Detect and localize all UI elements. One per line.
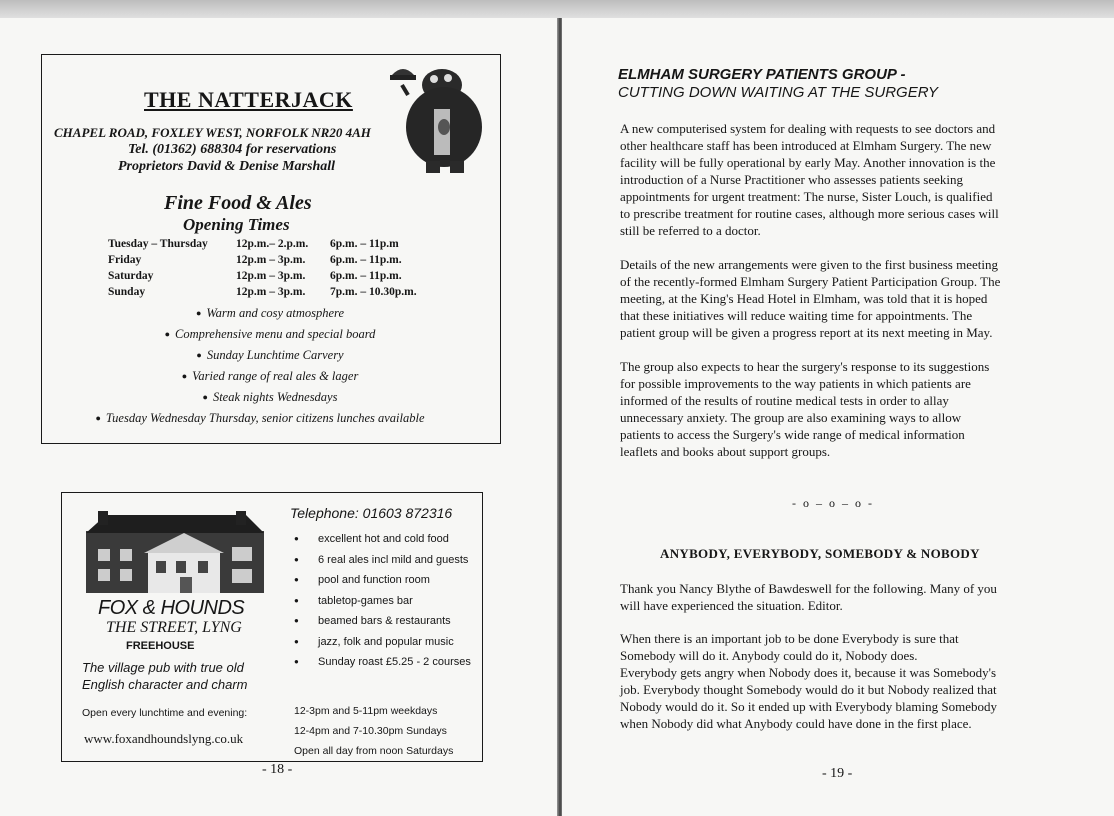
bullet-icon: ● [95, 413, 101, 423]
bullet-icon: ● [195, 308, 202, 318]
natterjack-hours-table [108, 236, 417, 300]
bullet-icon: ● [202, 392, 208, 402]
fox-hounds-telephone: Telephone: 01603 872316 [290, 505, 453, 521]
hours-lunch: 12p.m – 3p.m. [236, 286, 306, 298]
list-item: 12-4pm and 7-10.30pm Sundays [294, 725, 447, 737]
bullet-icon: ● [294, 595, 299, 605]
hours-evening: 6p.m. – 11p.m [330, 238, 399, 250]
article-paragraph: A new computerised system for dealing with requests to see doctors and other healthcare staff has been introduced at Elmham Surgery. The new facility will be fully operational by early May. Another innovation is the introduction of a Nurse Practitioner who assesses patients seeking appointments for urgent treatment: The nurse, Sister Louch, is qualified to prescribe treatment for routine cases, although more serious cases will still be referred to a doctor. [620, 121, 999, 238]
list-item: ● tabletop-games bar [294, 591, 471, 612]
scanner-top-edge [0, 0, 1114, 20]
hours-evening: 6p.m. – 11p.m. [330, 270, 402, 282]
list-item: Open all day from noon Saturdays [294, 745, 454, 757]
natterjack-proprietors: Proprietors David & Denise Marshall [118, 159, 336, 174]
natterjack-advert [41, 54, 501, 444]
list-item: ● Varied range of real ales & lager [181, 369, 359, 383]
hours-evening: 6p.m. – 11p.m. [330, 254, 402, 266]
page-number: - 18 - [262, 762, 293, 777]
section-heading: ANYBODY, EVERYBODY, SOMEBODY & NOBODY [660, 546, 980, 561]
hours-row [108, 252, 417, 268]
fox-hounds-tagline: The village pub with true old English character and charm [82, 660, 248, 692]
bullet-icon: ● [164, 329, 170, 339]
fox-hounds-name: FOX & HOUNDS [98, 597, 245, 619]
list-item: 12-3pm and 5-11pm weekdays [294, 705, 438, 717]
hours-row [108, 236, 417, 252]
list-item: ● Tuesday Wednesday Thursday, senior citizens lunches available [95, 411, 425, 425]
bullet-icon: ● [294, 575, 299, 584]
hours-lunch: 12p.m – 3p.m. [236, 254, 306, 266]
list-item: ● Warm and cosy atmosphere [195, 306, 345, 320]
hours-row [108, 268, 417, 284]
natterjack-telephone: Tel. (01362) 688304 for reservations [128, 142, 337, 157]
hours-lunch: 12p.m.– 2.p.m. [236, 238, 309, 250]
left-page [0, 18, 558, 816]
fox-hounds-street: THE STREET, LYNG [106, 619, 242, 636]
pub-building-illustration [86, 511, 264, 593]
fox-hounds-open-note: Open every lunchtime and evening: [82, 707, 248, 719]
list-item: ● beamed bars & restaurants [294, 611, 471, 632]
article-heading: ELMHAM SURGERY PATIENTS GROUP - [618, 66, 906, 83]
natterjack-features-list [42, 303, 498, 429]
list-item: ● jazz, folk and popular music [294, 632, 471, 653]
natterjack-fine-food: Fine Food & Ales [164, 192, 312, 214]
list-item: ● Sunday roast £5.25 - 2 courses [294, 652, 471, 673]
fox-hounds-features-list [294, 529, 471, 673]
hours-day: Sunday [108, 286, 146, 298]
fox-hounds-website: www.foxandhoundslyng.co.uk [84, 731, 244, 746]
page-number: - 19 - [822, 766, 853, 781]
article-paragraph: Details of the new arrangements were given to the first business meeting of the recently-formed Elmham Surgery Patient Participation Group. The meeting, at the King's Head Hotel in Elmham, was told that it is hoped that these initiatives will reduce waiting time for appointments. The patient group will be given a progress report at its next meeting in May. [620, 257, 1001, 340]
list-item: ● 6 real ales incl mild and guests [294, 550, 471, 571]
natterjack-address: CHAPEL ROAD, FOXLEY WEST, NORFOLK NR20 4AH [54, 125, 371, 140]
article-paragraph: The group also expects to hear the surgery's response to its suggestions for possible improvements to the way patients in which patients are informed of the results of routine medical tests in order to allay unnecessary anxiety. The group are also examining ways to allow patients to access the Surgery's wide range of medical information leaflets and books about support groups. [620, 359, 990, 459]
natterjack-opening-times-heading: Opening Times [183, 215, 290, 234]
bullet-icon: ● [294, 554, 299, 564]
hours-day: Tuesday – Thursday [108, 238, 208, 250]
hours-evening: 7p.m. – 10.30p.m. [330, 286, 417, 298]
article-paragraph: Thank you Nancy Blythe of Bawdeswell for the following. Many of you will have experienced the situation. Editor. [620, 581, 997, 613]
bullet-icon: ● [181, 371, 188, 381]
bullet-icon: ● [294, 636, 299, 646]
article-subheading: CUTTING DOWN WAITING AT THE SURGERY [618, 84, 938, 101]
fox-hounds-advert [61, 492, 483, 762]
fox-hounds-freehouse: FREEHOUSE [126, 640, 195, 652]
hours-lunch: 12p.m – 3p.m. [236, 270, 306, 282]
bullet-icon: ● [294, 657, 299, 666]
bullet-icon: ● [196, 350, 202, 360]
hours-row [108, 284, 417, 300]
list-item: ● Sunday Lunchtime Carvery [196, 348, 344, 362]
list-item: ● Steak nights Wednesdays [202, 390, 338, 404]
bullet-icon: ● [294, 616, 299, 625]
natterjack-title: THE NATTERJACK [144, 87, 353, 112]
list-item: ● excellent hot and cold food [294, 529, 471, 550]
article-paragraph: When there is an important job to be done Everybody is sure that Somebody will do it. Anybody could do it, Nobody does. Everybody gets angry when Nobody does it, because it was Somebody's job. Everybody thought Somebody would do it but Nobody realized that Nobody would do it. So it ended up with Everybody blaming Somebody when Nobody did what Anybody could have done in the first place. [620, 631, 997, 731]
right-page [562, 18, 1114, 816]
section-divider: - o – o – o - [792, 496, 874, 510]
hours-day: Friday [108, 254, 142, 266]
list-item: ● Comprehensive menu and special board [164, 327, 376, 341]
list-item: ● pool and function room [294, 570, 471, 591]
toad-waiter-icon [362, 63, 482, 175]
fox-hounds-opening-times [294, 701, 453, 761]
hours-day: Saturday [108, 270, 154, 282]
bullet-icon: ● [294, 534, 299, 543]
